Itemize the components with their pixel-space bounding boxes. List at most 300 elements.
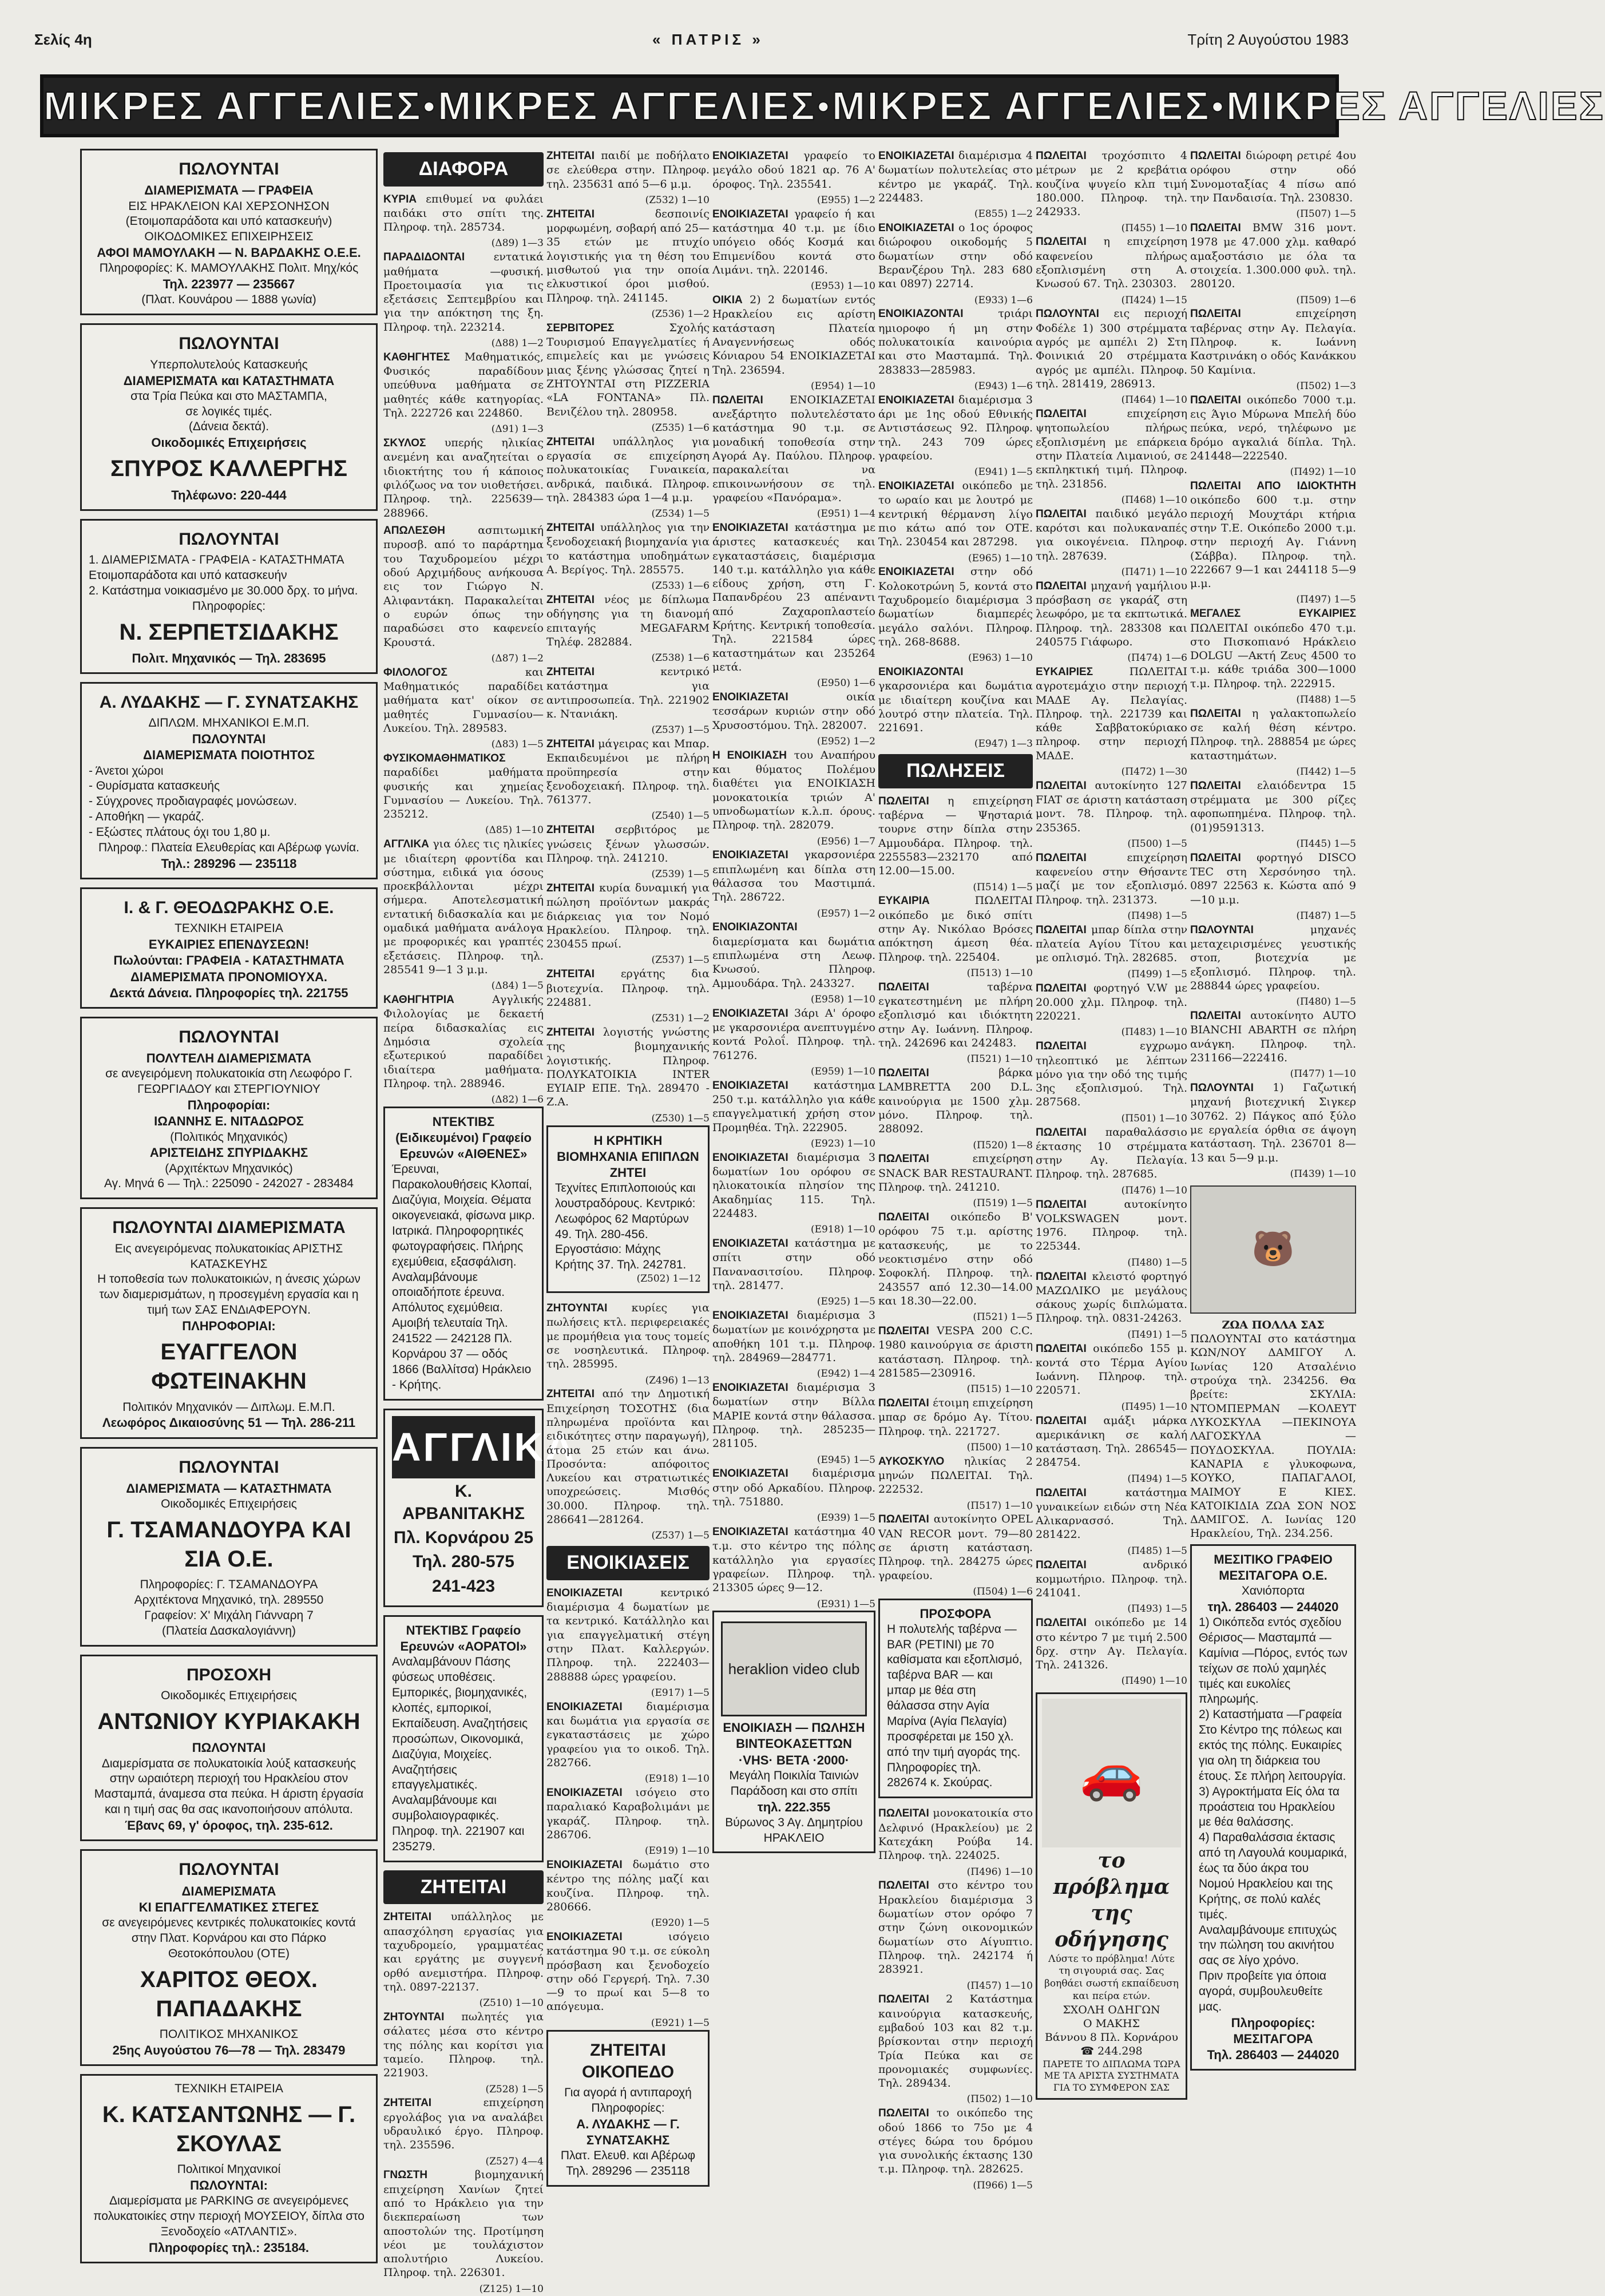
ad-code: (Π474) 1—6 bbox=[1127, 652, 1187, 664]
ad-line: τηλ. 222.355 bbox=[757, 1799, 831, 1814]
photo-caption: ΖΩΑ ΠΟΛΛΑ ΣΑΣ bbox=[1222, 1318, 1325, 1331]
ad-lead-word: ΠΩΛΕΙΤΑΙ bbox=[878, 795, 929, 807]
classified-ad bbox=[712, 521, 875, 674]
classified-ad bbox=[383, 2010, 544, 2080]
classified-ad bbox=[1190, 221, 1356, 291]
ad-line: Τηλ.: 289296 — 235118 bbox=[161, 856, 297, 871]
banner-title-2: ΜΙΚΡΕΣ ΑΓΓΕΛΙΕΣ bbox=[437, 84, 817, 128]
ad-lead-word: ΣΕΡΒΙΤΟΡΕΣ bbox=[546, 322, 615, 334]
classified-ad bbox=[546, 823, 710, 865]
ad-lead-word: ΠΩΛΕΙΤΑΙ bbox=[878, 1153, 929, 1165]
ad-line: Πληροφορίες τηλ.: 235184. bbox=[148, 2240, 310, 2255]
ad-body: κεντρικό διαμέρισμα 4 δωματίων με τα κεντρικό. Κατάλληλο και για επαγγελματική στέγη στην Πλατ. Καλλεργών. Πληροφ. τηλ. 222403—288888 ώρες γραφείου. bbox=[546, 1586, 710, 1683]
ad-lead-word: ΖΗΤΟΥΝΤΑΙ bbox=[383, 2011, 445, 2023]
ad-body: και Μαθηματικός παραδίδει μαθήματα κατ' οίκον σε μαθητές Γυμνασίου—Λυκείου. Τηλ. 289583. bbox=[383, 665, 544, 735]
ads-list bbox=[878, 794, 1033, 1599]
ad-lead-word: ΠΩΛΕΙΤΑΙ bbox=[1190, 779, 1241, 792]
ad-box-detective bbox=[383, 1107, 544, 1401]
ad-code: (Z534) 1—5 bbox=[651, 508, 710, 520]
ad-line: ΠΩΛΟΥΝΤΑΙ bbox=[192, 1740, 266, 1755]
ads-list bbox=[383, 192, 544, 1107]
ad-lead-word: ΕΝΟΙΚΙΑΖΕΤΑΙ bbox=[546, 1587, 623, 1599]
ad-body: αυτοκίνητο 127 FIAT σε άριστη κατάσταση μοντ. 78. Πληροφ. τηλ. 235365. bbox=[1036, 779, 1187, 834]
ad-lead-word: ΚΑΘΗΓΗΤΕΣ bbox=[383, 351, 450, 363]
aglika-logo: ΑΓΓΛΙΚΑ bbox=[392, 1416, 535, 1479]
ad-line: ΒΙΝΤΕΟΚΑΣΕΤΤΩΝ bbox=[736, 1736, 852, 1751]
ad-line: (Αρχιτέκτων Μηχανικός) bbox=[165, 1161, 293, 1175]
classified-ad bbox=[878, 1806, 1033, 1862]
ad-code: (E919) 1—10 bbox=[645, 1845, 710, 1857]
classified-ad bbox=[712, 690, 875, 732]
ad-company: Κ. ΑΡΒΑΝΙΤΑΚΗΣ bbox=[402, 1482, 525, 1523]
ad-body: κατάστημα γυναικείων ειδών στη Νέα Αλικαρνασσό. Τηλ. 281422. bbox=[1036, 1486, 1187, 1541]
ad-body: Σχολής Τουρισμού Επαγγελματίες ή επιμελείς και με γνώσεις μιας ξένης γλώσσας ζητεί η ΖΗΤΟΥΝΤΑΙ στη PIZZERIA «LA FONTANA» Πλ. Βενιζέλου τηλ. 280958. bbox=[546, 321, 710, 418]
banner-dot-2: ● bbox=[816, 93, 832, 118]
ad-body: του Αναπήρου και θύματος Πολέμου διαθέτει για ΕΝΟΙΚΙΑΣΗ μονοκατοικία τριών Α' υπνοδωματίων κ.λ.π. όρους. Πληροφ. τηλ. 282079. bbox=[712, 748, 876, 832]
ad-line: Τηλ. 289296 — 235118 bbox=[566, 2164, 690, 2178]
ad-line: τηλ. 286403 — 244020 bbox=[1207, 1599, 1339, 1614]
ad-box-video-club bbox=[712, 1611, 875, 1853]
classified-ad bbox=[712, 920, 875, 990]
ad-code: (Π504) 1—6 bbox=[973, 1585, 1033, 1597]
list-item: 1) Οικόπεδα εντός σχεδίου Θέρισος— Μασταμπά —Καμίνια —Πόρος, εντός των τείχων σε πολύ χαμηλές τιμές και ευκολίες πληρωμής. bbox=[1199, 1616, 1348, 1706]
ad-code: (Z537) 1—5 bbox=[651, 1530, 710, 1542]
ad-code: (Π514) 1—5 bbox=[973, 881, 1033, 893]
ad-lead-word: ΠΩΛΕΙΤΑΙ bbox=[1190, 851, 1241, 864]
ad-lead-word: ΠΩΛΕΙΤΑΙ bbox=[878, 1807, 929, 1820]
ad-code: (E955) 1—2 bbox=[817, 194, 875, 206]
ad-heading: ΠΩΛΟΥΝΤΑΙ bbox=[179, 334, 279, 354]
ad-lead-word: ΦΥΣΙΚΟΜΑΘΗΜΑΤΙΚΟΣ bbox=[383, 752, 506, 764]
ad-body: BMW 316 μοντ. 1978 με 47.000 χλμ. καθαρό αμαξοστάσιο με όλα τα στοιχεία. 1.300.000 φυλ. τηλ. 280120. bbox=[1190, 221, 1356, 291]
classified-ad bbox=[878, 1878, 1033, 1976]
ad-code: (Π517) 1—10 bbox=[966, 1500, 1033, 1512]
classified-ad bbox=[1190, 149, 1356, 205]
ad-body: γραφείο ή και κατάστημα 40 τ.μ. με ίδιο υπόγειο οδός Κοσμά και Επιμενίδου κοντά στο Λιμάνι. τηλ. 220146. bbox=[712, 207, 875, 276]
ad-code: (Π424) 1—15 bbox=[1121, 294, 1187, 306]
classified-ad bbox=[878, 1454, 1033, 1497]
ad-body: παιδικό μεγάλο καρότσι και πολυκαναπές για οικογένεια. Πληροφ. τηλ. 287639. bbox=[1036, 507, 1188, 562]
classified-ad bbox=[712, 1525, 875, 1595]
list-item: 4) Παραθαλάσσια έκτασις από τη Λαγουλά κουμαρικά, έως τα δύο άκρα του Νομού Ηρακλείου και της Κρήτης, σε πολύ καλές τιμές. bbox=[1199, 1831, 1348, 1921]
ad-line: Έρευναι, Παρακολουθήσεις Κλοπαί, Διαζύγια, Μοιχεία. Θέματα οικογενειακά, φίσωνα μικρ. Ιατρικά. Πληροφορητικές φωτογραφήσεις. Πλήρης εχεμύθεια, εξασφάλιση. Αναλαμβάνουμε οποιαδήποτε έρευνα. Απόλυτος εχεμύθεια. Αμοιβή τελευταία Τηλ. 241522 — 242128 Πλ. Κορνάρου 37 — οδός 1866 (Βαλλίτσα) Ηράκλειο - Κρήτης. bbox=[392, 1163, 536, 1391]
ad-body: έτοιμη επιχείρηση μπαρ σε δρόμο Αγ. Τίτου. Πληροφ. τηλ. 221727. bbox=[878, 1396, 1033, 1438]
ad-line: Τηλ. 280-575 bbox=[413, 1552, 514, 1572]
ad-lead-word: ΠΩΛΕΙΤΑΙ bbox=[1036, 851, 1087, 864]
ad-code: (Π488) 1—5 bbox=[1296, 694, 1356, 706]
ad-code: (Π502) 1—10 bbox=[966, 2093, 1033, 2105]
ad-line: ΙΩΑΝΝΗΣ Ε. ΝΙΤΑΔΩΡΟΣ bbox=[154, 1114, 304, 1129]
ad-heading: ΠΩΛΟΥΝΤΑΙ bbox=[179, 1860, 279, 1879]
ad-box-kritiki bbox=[546, 1125, 710, 1293]
ad-lead-word: ΠΩΛΕΙΤΑΙ bbox=[878, 1879, 929, 1892]
ad-body: κατάστημα με σπίτι στην οδό Πανανασιτσίου. Πληροφ. τηλ. 281477. bbox=[712, 1237, 875, 1292]
ad-body: γκαρσονιέρα και δωμάτια με ιδιαίτερη κουζίνα και λουτρό στην πλατεία. Τηλ. 221691. bbox=[878, 680, 1033, 735]
ads-list bbox=[878, 149, 1033, 751]
column-6 bbox=[1036, 149, 1188, 2093]
classified-ad bbox=[383, 2096, 544, 2152]
ad-body: βιομηχανική επιχείρηση Χανίων ζητεί από το Ηράκλειο για την διεκπεραίωση των αποστολών της. Προτίμηση νέοι με τουλάχιστον απολυτήριο Λυκείου. Πληροφ. τηλ. 226301. bbox=[383, 2168, 544, 2279]
ad-code: (Π477) 1—10 bbox=[1290, 1068, 1356, 1080]
ad-body: μάγειρας και Μπαρ. Εκπαιδευμένοι με πλήρη προϋπηρεσία στην ξενοδοχειακή. Πληροφ. τηλ. 761377. bbox=[546, 737, 710, 807]
ad-code: (Π490) 1—10 bbox=[1121, 1675, 1187, 1687]
ad-lead-word: ΜΕΓΑΛΕΣ ΕΥΚΑΙΡΙΕΣ bbox=[1190, 608, 1356, 620]
ad-code: (Π513) 1—10 bbox=[966, 967, 1033, 979]
classified-ad bbox=[383, 1910, 544, 1994]
ad-code: (Π496) 1—10 bbox=[966, 1866, 1033, 1878]
ad-lead-word: ΖΗΤΕΙΤΑΙ bbox=[546, 521, 595, 534]
classified-ad bbox=[383, 192, 544, 235]
ad-line: Πληροφορίες: Γ. ΤΣΑΜΑΝΔΟΥΡΑ bbox=[140, 1578, 318, 1592]
video-club-logo-text: video bbox=[792, 1660, 829, 1678]
ad-code: (E917) 1—5 bbox=[651, 1687, 710, 1699]
ad-code: (Π476) 1—10 bbox=[1121, 1184, 1187, 1196]
ad-heading: ΝΤΕΚΤΙΒΣ (Ειδικευμένοι) Γραφείο Ερευνών «ΑΙΘΕΝΕΣ» bbox=[395, 1115, 532, 1161]
ad-line: στα Τρία Πεύκα και στο ΜΑΣΤΑΜΠΑ, bbox=[130, 389, 327, 403]
ad-code: (Π499) 1—5 bbox=[1127, 968, 1187, 980]
ad-lead-word: ΠΩΛΕΙΤΑΙ bbox=[1036, 507, 1087, 520]
ad-line: Λύστε το πρόβλημα! Λύτε τη σιγουριά σας. Σας βοηθάει σωστή εκπαίδευση και πείρα ετών. bbox=[1044, 1953, 1179, 2002]
ad-line: Η πολυτελής ταβέρνα — BAR (PETINI) με 70 καθίσματα και εξοπλισμό, ταβέρνα BAR — και μπαρ με θέα στη θάλασσα στην Αγία Μαρίνα (Αγία Πελαγία) προσφέρεται με 150 χλ. από την τιμή αγοράς της. Πληροφορίες τηλ. 282674 κ. Σκούρας. bbox=[887, 1622, 1023, 1790]
ad-code: (Δ87) 1—2 bbox=[491, 652, 544, 664]
ad-body: μπαρ δίπλα στην πλατεία Αγίου Τίτου και με οπλισμό. Τηλ. 282685. bbox=[1036, 923, 1188, 965]
classified-ad bbox=[383, 2168, 544, 2280]
ad-lead-word: ΖΗΤΕΙΤΑΙ bbox=[546, 882, 595, 894]
ad-lead-word: ΕΝΟΙΚΙΑΖΕΤΑΙ bbox=[878, 566, 954, 578]
ad-body: γκαρσονιέρα επιπλωμένη και δίπλα στη θάλασσα του Μαστιμπά. Τηλ. 286722. bbox=[712, 848, 875, 904]
classified-ad bbox=[1190, 307, 1356, 377]
ad-lead-word: ΠΩΛΕΙΤΑΙ bbox=[1036, 982, 1087, 994]
ad-lead-word: ΠΩΛΕΙΤΑΙ bbox=[1190, 1010, 1241, 1022]
ad-lead-word: ΠΩΛΕΙΤΑΙ bbox=[878, 1066, 929, 1079]
classified-ad bbox=[1036, 1270, 1187, 1326]
column-1 bbox=[80, 149, 378, 2255]
ad-body: διαμέρισμα 3 δωματίων 1ου ορόφου σε ηλιοκατοικία πλησίον της Ακαδημίας 115. Τηλ. 224483. bbox=[712, 1151, 876, 1220]
ad-body: βάρκα LAMBRETTA 200 D.L. καινούργια με 1500 χλμ. μόνο. Πληροφ. τηλ. 288092. bbox=[878, 1066, 1033, 1136]
classified-ad bbox=[1036, 1616, 1187, 1672]
ad-line: Πολιτικόν Μηχανικόν — Διπλωμ. Ε.Μ.Π. bbox=[122, 1400, 335, 1414]
ad-body: δωμάτιο στο κέντρο της πόλης μαζί και κουζίνα. Πληροφ. τηλ. 280666. bbox=[546, 1858, 710, 1913]
ad-code: (E965) 1—10 bbox=[968, 552, 1033, 564]
ad-body: ανδρικό κομμωτήριο. Πληροφ. τηλ. 241041. bbox=[1036, 1558, 1187, 1600]
ad-body: διαμέρισμα 3 δωματίων με κοινόχρηστα με αποθήκη 101 τ.μ. Πληροφ. τηλ. 284969—284771. bbox=[712, 1309, 876, 1364]
ad-line: ΑΦΟΙ ΜΑΜΟΥΛΑΚΗ — Ν. ΒΑΡΔΑΚΗΣ Ο.Ε.Ε. bbox=[97, 245, 361, 260]
ad-line: Πληροφορίες: bbox=[591, 2101, 665, 2115]
ad-line: ΔΙΑΜΕΡΙΣΜΑΤΑ bbox=[181, 1883, 276, 1898]
ad-body: γραφείο το μεγάλο οδού 1821 αρ. 76 Α' όροφος. Τηλ. 235541. bbox=[712, 149, 875, 191]
classified-ad bbox=[383, 837, 544, 977]
ad-lead-word: ΕΝΟΙΚΙΑΖΕΤΑΙ bbox=[712, 1382, 788, 1394]
ad-body: αυτοκίνητο AUTO BIANCHI ABARTH σε πλήρη ανάγκη. Πληροφ. τηλ. 231166—222416. bbox=[1190, 1009, 1357, 1065]
ad-heading: ΖΗΤΕΙΤΑΙ ΟΙΚΟΠΕΔΟ bbox=[581, 2040, 675, 2081]
ad-line: σε ανεγειρόμενη πολυκατοικία στη Λεωφόρο Γ. ΓΕΩΡΓΙΑΔΟΥ και ΣΤΕΡΓΙΟΥΝΙΟΥ bbox=[105, 1067, 352, 1096]
classified-ad bbox=[712, 1006, 875, 1062]
ad-code: (Π464) 1—10 bbox=[1121, 394, 1187, 406]
ad-body: διώροφη ρετιρέ 4ου ορόφου στην οδό Συνομοταξίας 4 πίσω από την Πανδαισία. Τηλ. 230830. bbox=[1190, 149, 1356, 204]
page-number: Σελίς 4η bbox=[34, 31, 92, 48]
ad-heading: ΜΕΣΙΤΙΚΟ ΓΡΑΦΕΙΟ ΜΕΣΙΤΑΓΟΡΑ Ο.Ε. bbox=[1214, 1552, 1333, 1583]
classified-ad bbox=[383, 665, 544, 736]
ad-line: Έβανς 69, γ' όροφος, τηλ. 235-612. bbox=[125, 1818, 333, 1833]
ad-code: (E952) 1—2 bbox=[817, 736, 875, 747]
ad-lead-word: ΕΝΟΙΚΙΑΖΕΤΑΙ bbox=[712, 150, 788, 162]
classified-ad bbox=[383, 993, 544, 1090]
ad-code: (E942) 1—4 bbox=[817, 1368, 875, 1380]
classified-ad bbox=[1036, 779, 1187, 835]
ad-code: (Π494) 1—5 bbox=[1127, 1473, 1187, 1485]
ad-line: ΔΙΠΛΩΜ. ΜΗΧΑΝΙΚΟΙ Ε.Μ.Π. bbox=[148, 716, 310, 730]
section-header-wanted: ΖΗΤΕΙΤΑΙ bbox=[383, 1870, 544, 1905]
classified-ad bbox=[878, 794, 1033, 878]
ad-lead-word: ΕΝΟΙΚΙΑΖΕΤΑΙ bbox=[712, 1468, 788, 1480]
list-item: - Εξώστες πλάτους όχι του 1,80 μ. bbox=[89, 826, 271, 839]
classified-ad bbox=[878, 393, 1033, 463]
ad-lead-word: ΕΥΚΑΙΡΙΑ bbox=[878, 895, 930, 907]
ad-lead-word: ΠΩΛΕΙΤΑΙ bbox=[1036, 1040, 1087, 1053]
ad-code: (E945) 1—5 bbox=[817, 1454, 875, 1466]
ad-box-papadakis bbox=[80, 1849, 378, 2066]
classified-ad bbox=[878, 149, 1033, 205]
classified-ad bbox=[546, 967, 710, 1009]
ad-body: κυρίες για πωλήσεις κτλ. περιφερειακές με προμήθεια για τους τομείς σε νοσηλευτικά. Πληροφ. τηλ. 285995. bbox=[546, 1301, 710, 1371]
ad-body: παραθαλάσσιο έκτασης 10 στρέμματα στην Αγ. Πελαγία. Πληροφ. τηλ. 287685. bbox=[1036, 1125, 1187, 1181]
ad-lead-word: ΠΩΛΕΙΤΑΙ bbox=[1036, 407, 1087, 420]
classified-ad bbox=[383, 436, 544, 520]
ad-body: υπάλληλος για την ξενοδοχειακή βιομηχανία για το κατάστημα υποδημάτων Α. Βερίγος. Τηλ. 285575. bbox=[546, 521, 710, 576]
classified-ad bbox=[878, 665, 1033, 735]
classified-ad bbox=[546, 881, 710, 951]
ad-company: ΧΑΡΙΤΟΣ ΘΕΟΧ. ΠΑΠΑΔΑΚΗΣ bbox=[140, 1966, 318, 2021]
ad-lead-word: ΠΩΛΕΙΤΑΙ bbox=[1036, 150, 1087, 162]
ad-line: Πληροφορίες: Κ. ΜΑΜΟΥΛΑΚΗΣ Πολιτ. Μηχ/κός bbox=[99, 261, 359, 275]
ad-lead-word: ΑΠΩΛΕΣΘΗ bbox=[383, 525, 445, 537]
classified-ad bbox=[546, 321, 710, 419]
ad-lead-word: ΠΩΛΕΙΤΑΙ bbox=[1036, 1414, 1087, 1427]
ad-lead-word: ΖΗΤΕΙΤΑΙ bbox=[546, 824, 595, 836]
ad-line: Διαμερίσματα με PARKING σε ανεγειρόμενες πολυκατοικίες στην περιοχή ΜΟΥΣΕΙΟΥ, δίπλα στο Ξενοδοχείο «ΑΤΛΑΝΤΙΣ». bbox=[93, 2194, 364, 2238]
ad-heading: ΠΩΛΟΥΝΤΑΙ bbox=[179, 1027, 279, 1046]
ad-line: Γραφείον: Χ' Μιχάλη Γιάνναρη 7 bbox=[144, 1609, 314, 1623]
ad-box-lydakis bbox=[80, 682, 378, 879]
ad-body: εγχρωμο τηλεοπτικό με λέπτων μόνο για την οδό της τιμής 3ης εξοπλισμού. Τηλ. 287568. bbox=[1036, 1040, 1187, 1109]
ad-code: (E925) 1—5 bbox=[817, 1296, 875, 1308]
classified-ad bbox=[878, 2106, 1033, 2176]
ad-line: 25ης Αυγούστου 76—78 — Τηλ. 283479 bbox=[112, 2043, 346, 2057]
ad-line: Δεκτά Δάνεια. Πληροφορίες τηλ. 221755 bbox=[109, 985, 348, 1000]
ad-line: Οικοδομικές Επιχειρήσεις bbox=[151, 435, 307, 450]
ad-lead-word: ΟΙΚΙΑ bbox=[712, 294, 743, 306]
ad-box-detective-2 bbox=[383, 1615, 544, 1862]
ad-body: διαμέρισμα 3 δωματίων στην Βίλλα ΜΑΡΙΕ κοντά στην θάλασσα. Πληροφ. τηλ. 285235—281105. bbox=[712, 1381, 876, 1450]
ad-heading: το πρόβλημα της οδήγησης bbox=[1053, 1849, 1170, 1952]
ad-code: (E958) 1—10 bbox=[811, 993, 875, 1005]
ad-code: (E947) 1—3 bbox=[974, 738, 1033, 750]
ad-box-theodorakis bbox=[80, 887, 378, 1009]
ad-box-nitadoros bbox=[80, 1017, 378, 1199]
ad-body: διαμέρισμα 4 δωματίων πολυτελείας στο κέντρο με γκαράζ. Τηλ. 224483. bbox=[878, 149, 1033, 204]
ad-code: (E959) 1—10 bbox=[811, 1065, 875, 1077]
ad-line: 2. Κατάστημα νοικιασμένο με 30.000 δρχ. το μήνα. bbox=[89, 584, 358, 597]
ad-line: ΔΙΑΜΕΡΙΣΜΑΤΑ ΠΟΙΟΤΗΤΟΣ bbox=[143, 748, 315, 763]
classified-ad bbox=[712, 207, 875, 277]
ad-lead-word: ΦΙΛΟΛΟΓΟΣ bbox=[383, 666, 447, 679]
ad-line: ΠΩΛΟΥΝΤΑΙ: bbox=[190, 2178, 268, 2193]
ad-code: (Z532) 1—10 bbox=[645, 194, 710, 206]
ad-lead-word: ΕΝΟΙΚΙΑΖΟΝΤΑΙ bbox=[712, 921, 798, 934]
ad-body: Μαθηματικός, Φυσικός παραδίδουν υπεύθυνα μαθήματα σε μαθητές κάθε κατηγορίας. Τηλ. 222726 και 224860. bbox=[383, 350, 544, 420]
ad-lead-word: ΠΩΛΕΙΤΑΙ bbox=[878, 1325, 929, 1337]
ad-heading: ΠΩΛΟΥΝΤΑΙ ΔΙΑΜΕΡΙΣΜΑΤΑ bbox=[112, 1218, 346, 1238]
classified-ad bbox=[1190, 851, 1356, 907]
ad-lead-word: ΖΗΤΕΙΤΑΙ bbox=[546, 1026, 595, 1038]
ad-code: (Π455) 1—10 bbox=[1121, 222, 1187, 234]
ad-body: πωλητές για σάλατες μέσα στο κέντρο της πόλης και κορίτσι για ταμείο. Πληροφ. τηλ. 221903. bbox=[383, 2010, 544, 2080]
ad-lead-word: ΠΑΡΑΔΙΔΟΝΤΑΙ bbox=[383, 251, 465, 264]
classified-ad bbox=[878, 1396, 1033, 1438]
video-club-logo-text: heraklion bbox=[728, 1660, 789, 1678]
ad-code: (Z528) 1—5 bbox=[485, 2083, 544, 2095]
ad-company: Γ. ΤΣΑΜΑΝΔΟΥΡΑ ΚΑΙ ΣΙΑ Ο.Ε. bbox=[106, 1517, 351, 1572]
ad-lead-word: ΖΗΤΕΙΤΑΙ bbox=[546, 593, 595, 606]
ad-code: (E956) 1—7 bbox=[817, 835, 875, 847]
ad-box-wanted-plot bbox=[546, 2030, 710, 2187]
ad-body: τροχόσπιτο 4 μέτρων με 2 κρεβάτια κουζίνα ψυγείο κλπ τιμή 180.000. Πληροφ. τηλ. 242933. bbox=[1036, 149, 1188, 219]
ad-code: (Π480) 1—5 bbox=[1296, 996, 1356, 1008]
ad-body: ταβέρνα εγκατεστημένη με πλήρη εξοπλισμό και ιδιόκτητη στην Αγ. Ιωάννη. Πληροφ. τηλ. 242696 και 242483. bbox=[878, 980, 1033, 1049]
ad-line: 1. ΔΙΑΜΕΡΙΣΜΑΤΑ - ΓΡΑΦΕΙΑ - ΚΑΤΑΣΤΗΜΑΤΑ Ετοιμοπαράδοτα και υπό κατασκευήν bbox=[89, 553, 344, 582]
ad-code: (E953) 1—10 bbox=[811, 280, 875, 292]
ad-line: ΕΙΣ ΗΡΑΚΛΕΙΟΝ ΚΑΙ ΧΕΡΣΟΝΗΣΟΝ bbox=[128, 199, 330, 213]
ad-line: ΤΕΧΝΙΚΗ ΕΤΑΙΡΕΙΑ bbox=[175, 922, 283, 935]
ad-line: Αγ. Μηνά 6 — Τηλ.: 225090 - 242027 - 283484 bbox=[104, 1177, 354, 1191]
ad-lead-word: ΠΩΛΕΙΤΑΙ bbox=[1036, 1617, 1087, 1629]
ad-lead-word: ΕΝΟΙΚΙΑΖΕΤΑΙ bbox=[712, 1007, 788, 1020]
ads-list bbox=[383, 1910, 544, 2295]
masthead: « ΠΑΤΡΙΣ » bbox=[652, 31, 764, 48]
ad-body: στην οδό Κολοκοτρώνη 5, κοντά στο Ταχυδρομείο διαμέρισμα 3 δωματίων διαμπερές μεγάλο σαλόνι. Πληροφ. τηλ. 268-8688. bbox=[878, 565, 1033, 648]
ad-lead-word: ΖΗΤΕΙΤΑΙ bbox=[546, 1388, 595, 1401]
ad-code: (Π495) 1—10 bbox=[1121, 1401, 1187, 1413]
classified-ad bbox=[1190, 779, 1356, 835]
classified-ad bbox=[383, 751, 544, 822]
ad-body: νέος με δίπλωμα οδήγησης για τη διανομή επιταγής ΜEGAFARM Τηλέφ. 282884. bbox=[546, 593, 710, 648]
ad-line: (Πλατεία Δασκαλογιάννη) bbox=[162, 1624, 296, 1638]
ad-lead-word: ΠΩΛΕΙΤΑΙ bbox=[878, 1397, 929, 1409]
classified-ad bbox=[878, 307, 1033, 377]
ad-code: (Π493) 1—5 bbox=[1127, 1603, 1187, 1615]
ad-code: (E943) 1—6 bbox=[974, 380, 1033, 392]
ad-code: (Π485) 1—5 bbox=[1127, 1545, 1187, 1557]
ad-lead-word: ΠΩΛΟΥΝΤΑΙ bbox=[1190, 923, 1254, 936]
ad-line: Πλ. Κορνάρου 25 bbox=[393, 1528, 534, 1547]
ad-code: (Π520) 1—8 bbox=[973, 1139, 1033, 1151]
ad-body: κυρία δυναμική για πώληση προϊόντων μακράς διάρκειας για τον Νομό Ηρακλείου. Πληροφ. τηλ. 230455 πρωί. bbox=[546, 881, 710, 951]
ad-line: Χανιόπορτα bbox=[1241, 1584, 1305, 1598]
ad-lead-word: ΖΗΤΕΙΤΑΙ bbox=[383, 1911, 432, 1924]
ad-body: διαμέρισμα 3 άρι με 1ης οδού Εθνικής Αντιστάσεως 92. Πληροφ. τηλ. 243 709 ώρες γραφείου. bbox=[878, 393, 1033, 462]
ad-lead-word: ΕΝΟΙΚΙΑΖΕΤΑΙ bbox=[712, 521, 788, 534]
ad-line: Η τοποθεσία των πολυκατοικιών, η άνεσις χώρων των διαμερισμάτων, η προσεγμένη εργασία και η τιμή των ΣΑΣ ΕΝΔιΑΦΕΡΟΥΝ. bbox=[97, 1272, 360, 1317]
ad-company: ΣΠΥΡΟΣ ΚΑΛΛΕΡΓΗΣ bbox=[110, 456, 347, 482]
ad-code: (E921) 1—5 bbox=[651, 2017, 710, 2029]
classified-ad bbox=[1036, 407, 1187, 491]
ad-body: υπάλληλος με απασχόληση εργασίας για ταχυδρομείο, γραμματέας και εργάτης με συγγενή ορθό ανεμιστήρα. Πληροφ. τηλ. 0897-22137. bbox=[383, 1910, 544, 1993]
ad-body: μηχανές μεταχειρισμένες γευστικής στοπ, βιοτεχνία με εξοπλισμό. Πληροφ. τηλ. 288844 ώρες γραφείου. bbox=[1190, 923, 1356, 993]
ad-body: διαμέρισμα και δωμάτια για εργασία σε εγκαταστάσεις με χώρο γραφείου για το οικοδ. Τηλ. 282766. bbox=[546, 1700, 710, 1769]
list-item: - Άνετοι χώροι bbox=[89, 764, 164, 778]
ad-line: Πολιτ. Μηχανικός — Τηλ. 283695 bbox=[132, 651, 326, 665]
ad-line: Υπερπολυτελούς Κατασκευής bbox=[150, 358, 308, 371]
banner-title-1: ΜΙΚΡΕΣ ΑΓΓΕΛΙΕΣ bbox=[43, 84, 422, 128]
ad-line: Βύρωνος 3 Αγ. Δημητρίου ΗΡΑΚΛΕΙΟ bbox=[725, 1815, 863, 1845]
classified-ad bbox=[1190, 393, 1356, 463]
ad-lead-word: Η ΕΝΟΙΚΙΑΣΗ bbox=[712, 749, 787, 762]
ad-line: Εις ανεγειρόμενας πολυκατοικίας ΑΡΙΣΤΗΣ ΚΑΤΑΣΚΕΥΗΣ bbox=[114, 1242, 343, 1271]
ad-line: Οικοδομικές Επιχειρήσεις bbox=[161, 1689, 297, 1703]
ad-box-kyriakakis bbox=[80, 1655, 378, 1841]
classified-ad bbox=[546, 149, 710, 191]
ad-lead-word: ΕΝΟΙΚΙΑΖΕΤΑΙ bbox=[712, 849, 788, 862]
ad-lead-word: ΠΩΛΕΙΤΑΙ bbox=[712, 394, 763, 406]
classified-ad bbox=[712, 149, 875, 191]
ad-code: (Z535) 1—6 bbox=[651, 422, 710, 434]
ad-heading: ΠΡΟΣΟΧΗ bbox=[186, 1665, 272, 1684]
ad-body: οικόπεδο 600 τ.μ. στην περιοχή Μουχτάρι κτήρια στην Τ.Ε. Οικόπεδο 2000 τ.μ. στην περιοχή Αγ. Γιάννη (Σάββα). Πληροφ. τηλ. 222667 9—1 και 244118 5—9 μ.μ. bbox=[1190, 494, 1356, 590]
ad-lead-word: ΠΩΛΕΙΤΑΙ bbox=[1036, 923, 1087, 936]
ad-lead-word: ΑΥΚΟΣΚΥΛΟ bbox=[878, 1455, 945, 1468]
ad-lead-word: ΣΚΥΛΟΣ bbox=[383, 437, 426, 450]
ad-code: (Π515) 1—10 bbox=[966, 1383, 1033, 1395]
classified-ad bbox=[712, 1078, 875, 1135]
ad-body: μονοκατοικία στο Δελφινό (Ηρακλείου) με 2 Κατεχάκη Ρούβα 14. Πληροφ. τηλ. 224025. bbox=[878, 1807, 1033, 1862]
ad-code: (E954) 1—10 bbox=[811, 380, 875, 392]
video-club-logo-text: club bbox=[832, 1660, 860, 1678]
ad-line: Πληροφορίες: ΜΕΣΙΤΑΓΟΡΑ bbox=[1231, 2015, 1315, 2046]
classified-ad bbox=[546, 435, 710, 505]
ad-lead-word: ΠΩΛΕΙΤΑΙ bbox=[1036, 1270, 1087, 1283]
column-3 bbox=[546, 149, 710, 2178]
ad-line: Πληροφορίαι: bbox=[187, 1098, 271, 1113]
ad-code: (Π445) 1—5 bbox=[1296, 838, 1356, 850]
ad-line: Τηλ. 223977 — 235667 bbox=[163, 277, 295, 292]
ad-body: οικόπεδο 7000 τ.μ. εις Άγιο Μύρωνα Μπελή δύο πεύκα, νερό, τηλέφωνο με δρόμο αγκαλιά δίπλα. Τηλ. 241448—222540. bbox=[1190, 393, 1356, 462]
list-item: 3) Αγροκτήματα Είς όλα τα προάστεια του Ηρακλείου με θέα θαλάσσης. bbox=[1199, 1785, 1340, 1829]
ad-body: οικόπεδο με 14 στο κέντρο 7 με τιμή 2.500 δρχ. στην Αγ. Πελαγία. Τηλ. 241326. bbox=[1036, 1616, 1188, 1672]
ad-line: ΠΟΛΥΤΕΛΗ ΔΙΑΜΕΡΙΣΜΑΤΑ bbox=[146, 1051, 312, 1066]
ad-code: (Z496) 1—13 bbox=[645, 1374, 710, 1386]
classified-ad bbox=[1036, 1125, 1187, 1181]
ad-line: Για αγορά ή αντιπαροχή bbox=[564, 2086, 692, 2100]
column-2 bbox=[383, 149, 577, 2295]
ad-code: (Z538) 1—6 bbox=[651, 652, 710, 664]
ad-code: (Δ82) 1—6 bbox=[491, 1094, 544, 1106]
ad-lead-word: ΕΝΟΙΚΙΑΖΕΤΑΙ bbox=[878, 479, 954, 492]
ad-code: (Z533) 1—6 bbox=[651, 580, 710, 592]
ad-lead-word: ΖΗΤΕΙΤΑΙ bbox=[546, 208, 595, 220]
ad-body: ελαιόδεντρα 15 στρέμματα με 300 ρίζες αφοπωπημένα. Πληροφ. τηλ. (01)9591313. bbox=[1190, 779, 1356, 834]
classified-ad bbox=[712, 848, 875, 904]
banner-title-4: ΜΙΚΡΕΣ ΑΓΓΕΛΙΕΣ bbox=[1226, 84, 1605, 128]
ad-code: (E923) 1—10 bbox=[811, 1137, 875, 1149]
ad-body: στο κέντρο του Ηρακλείου διαμέρισμα 3 δωματίων στον ορόφο 7 στην ζώνη οικονομικών δωματίων στο Αίγυπτιο. Πληροφ. τηλ. 242174 ή 283921. bbox=[878, 1879, 1033, 1976]
ad-line: ΚΙ ΕΠΑΓΓΕΛΜΑΤΙΚΕΣ ΣΤΕΓΕΣ bbox=[138, 1900, 319, 1914]
ads-list bbox=[878, 1806, 1033, 2192]
classified-ad bbox=[1036, 149, 1187, 219]
classified-ad bbox=[1036, 1414, 1187, 1470]
ad-lead-word: ΠΩΛΕΙΤΑΙ bbox=[1190, 222, 1241, 234]
ad-heading: ΝΤΕΚΤΙΒΣ Γραφείο Ερευνών «ΑΟΡΑΤΟΙ» bbox=[400, 1623, 527, 1654]
ad-line: σε λογικές τιμές. bbox=[185, 405, 272, 418]
